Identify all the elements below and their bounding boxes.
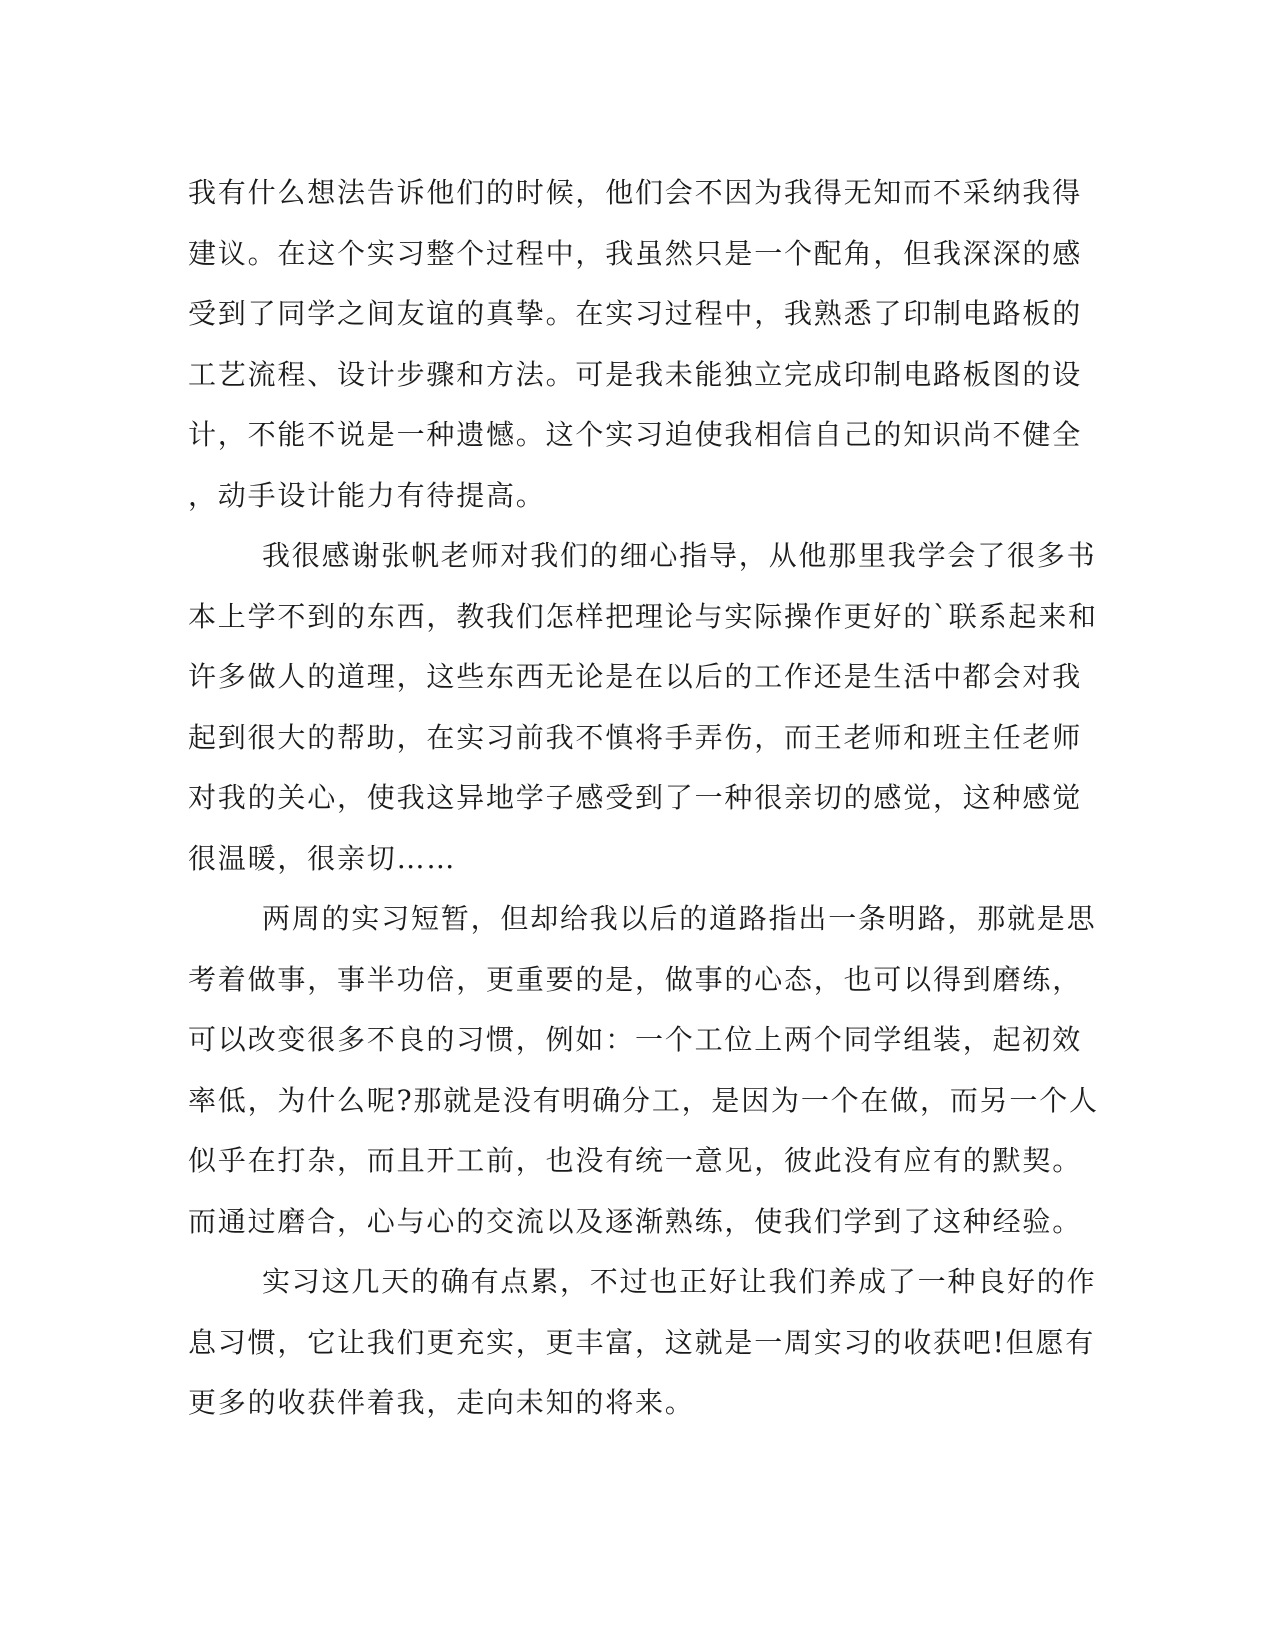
text-line: 计，不能不说是一种遗憾。这个实习迫使我相信自己的知识尚不健全 [188,418,1083,451]
text-line: 很温暖，很亲切…… [188,841,457,875]
paragraph-start-line: 两周的实习短暂，但却给我以后的道路指出一条明路，那就是思 [262,902,1097,935]
text-line: 息习惯，它让我们更充实，更丰富，这就是一周实习的收获吧!但愿有 [188,1325,1096,1359]
text-line: 考着做事，事半功倍，更重要的是，做事的心态，也可以得到磨练， [188,962,1083,996]
text-line: 本上学不到的东西，教我们怎样把理论与实际操作更好的`联系起来和 [188,599,1098,633]
text-line: 似乎在打杂，而且开工前，也没有统一意见，彼此没有应有的默契。 [188,1144,1083,1177]
text-line: 建议。在这个实习整个过程中，我虽然只是一个配角，但我深深的感 [188,236,1083,270]
text-line: 我有什么想法告诉他们的时候，他们会不因为我得无知而不采纳我得 [188,176,1083,209]
text-line: 起到很大的帮助，在实习前我不慎将手弄伤，而王老师和班主任老师 [188,720,1083,754]
body-text [188,163,1099,1434]
text-line: 而通过磨合，心与心的交流以及逐渐熟练，使我们学到了这种经验。 [188,1204,1083,1238]
text-line: 更多的收获伴着我，走向未知的将来。 [188,1386,695,1419]
text-line: 可以改变很多不良的习惯，例如：一个工位上两个同学组装，起初效 [188,1023,1083,1056]
text-line: ，动手设计能力有待提高。 [188,478,546,512]
text-line: 许多做人的道理，这些东西无论是在以后的工作还是生活中都会对我 [188,660,1083,693]
text-line: 工艺流程、设计步骤和方法。可是我未能独立完成印制电路板图的设 [188,357,1083,391]
text-line: 对我的关心，使我这异地学子感受到了一种很亲切的感觉，这种感觉 [188,781,1083,814]
paragraph-start-line: 实习这几天的确有点累，不过也正好让我们养成了一种良好的作 [262,1265,1097,1298]
paragraph-start-line: 我很感谢张帆老师对我们的细心指导，从他那里我学会了很多书 [262,539,1097,572]
text-line: 率低，为什么呢?那就是没有明确分工，是因为一个在做，而另一个人 [188,1083,1099,1117]
text-line: 受到了同学之间友谊的真挚。在实习过程中，我熟悉了印制电路板的 [188,297,1083,330]
